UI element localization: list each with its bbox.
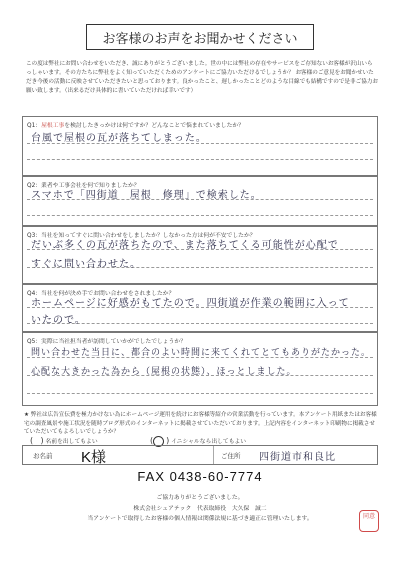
handwritten-answer: 心配な大きかった為から（屋根の状態）、ほっとしました。: [31, 367, 297, 377]
approval-stamp: 同意: [359, 510, 379, 532]
answer-box: [22, 176, 378, 226]
page-title: お客様のお声をお聞かせください: [86, 24, 314, 50]
question-block-4: [22, 284, 378, 332]
handwritten-answer: ホームページに好感がもてたので。四街道が作業の範囲に入って: [31, 298, 350, 309]
option-name-ok[interactable]: ( ) 名前を出してもよい: [30, 436, 98, 445]
divider: [213, 446, 214, 464]
question-label: Q5：実際に当社担当者が訪問していかがでしたでしょうか？: [27, 339, 186, 345]
answer-box: [22, 226, 378, 284]
address-value: 四街道市和良比: [259, 452, 336, 463]
name-address-bar: [22, 445, 378, 465]
question-label: Q3：当社を知ってすぐに問い合わせをしましたか？しなかった方は何が不安でしたか？: [27, 233, 256, 239]
answer-box: [22, 284, 378, 332]
question-label: Q1：屋根工事を検討したきっかけは何ですか？どんなことで悩まれていましたか？: [27, 123, 244, 129]
question-block-5: [22, 332, 378, 406]
question-block-3: [22, 226, 378, 284]
answer-box: [22, 116, 378, 176]
answer-line: [27, 159, 373, 160]
handwritten-answer: だいぶ多くの瓦が落ちたので、また落ちてくる可能性が心配で: [31, 240, 339, 251]
handwritten-answer: スマホで「四街道 屋根 修理」で検索した。: [31, 190, 262, 201]
address-label: ご住所: [221, 452, 241, 460]
name-value: K様: [81, 449, 107, 466]
company-text: 株式会社シェアテック 代表取締役 大久保 誠二: [133, 506, 267, 512]
question-label: Q4：当社を何が決め手でお問い合わせをされましたか？: [27, 291, 175, 297]
handwritten-answer: 問い合わせた当日に、都合のよい時間に来てくれてとてもありがたかった。: [31, 348, 372, 358]
answer-line: [27, 215, 373, 216]
fax-number: FAX 0438-60-7774: [137, 469, 263, 484]
name-label: お名前: [33, 452, 53, 460]
handwritten-answer: 台風で屋根の瓦が落ちてしまった。: [31, 133, 207, 144]
handwritten-answer: すぐに問い合わせた。: [31, 259, 141, 270]
handwritten-answer: いたので。: [31, 315, 86, 326]
question-label: Q2：業者や工事会社を何で知りましたか？: [27, 183, 140, 189]
option-initial-ok[interactable]: ( ) イニシャルなら出してもよい: [150, 436, 247, 445]
question-block-1: [22, 116, 378, 176]
intro-text: この度は弊社にお問い合わせをいただき、誠にありがとうございました。世の中には弊社の存在やサービスをご存知ないお客様が沢山いらっしゃいます。その方たちに弊社をよく知っていただくためのアンケートにご協力いただけるでしょうか？ お客様のご意見をお聞かせいただき今後の活動に反映させていただきたいと思っております。良かったこと、遅しかったことどのような目線でも結構ですので是非ご協力お願い致します。（出来るだけ具体的に書いていただければ幸いです）: [26, 61, 378, 94]
question-block-2: [22, 176, 378, 226]
privacy-text: 当アンケートで取得したお客様の個人情報は関係法規に基づき適正に管理いたします。: [87, 516, 313, 522]
thanks-text: ご協力ありがとうございました。: [156, 495, 244, 501]
consent-text: ★ 弊社は広告宣伝費を極力かけない為にホームページ運用を続けにお客様等紹介の営業活動を行っています。本アンケート用紙またはお客様宅の調査風景や施工状況を随時ブログ形式のインターネットに掲載させていただいております。上記内容をインターネット印刷物に掲載させていただいてもよろしいでしょうか？: [24, 412, 377, 435]
answer-line: [27, 393, 373, 394]
answer-box: [22, 332, 378, 406]
